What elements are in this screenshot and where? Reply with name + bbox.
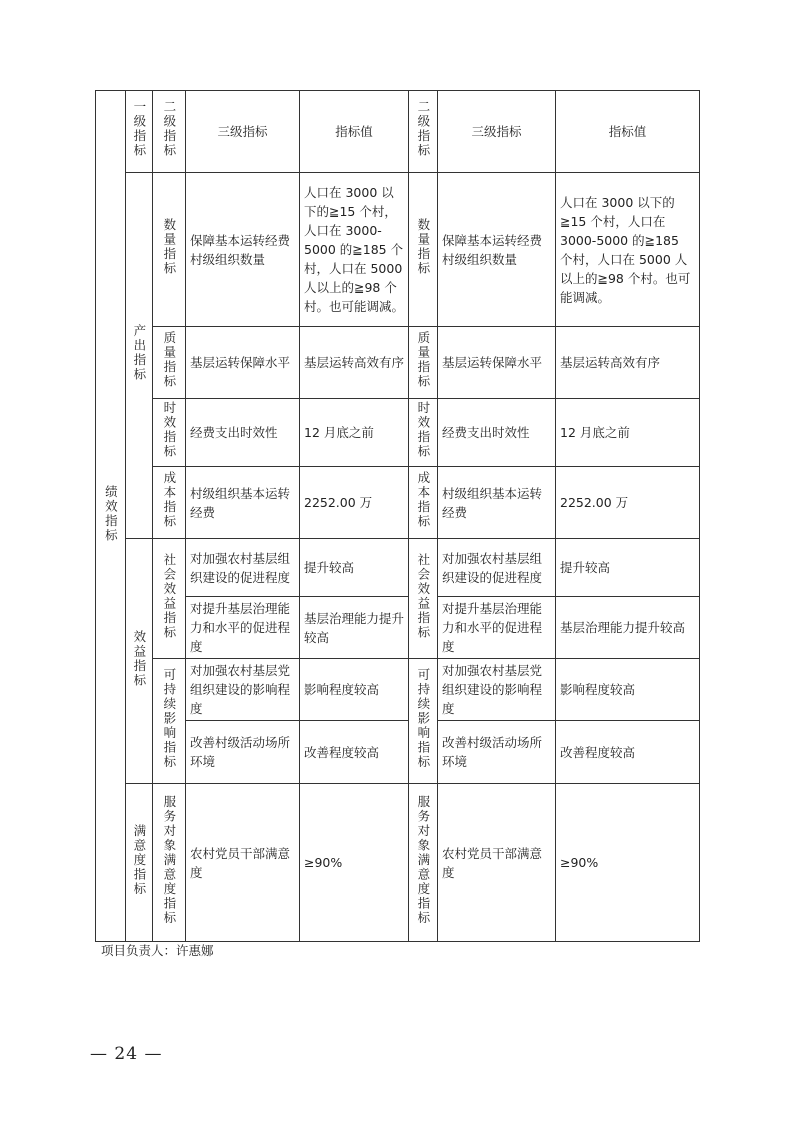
row-l3-right: 基层运转保障水平 (438, 327, 556, 399)
row-l2-left: 社会效益指标 (153, 539, 186, 659)
row-l3-left: 对加强农村基层党组织建设的影响程度 (186, 659, 300, 721)
header-level2-left: 二级指标 (153, 91, 186, 173)
group-output-label: 产出指标 (126, 173, 153, 539)
row-value-right: 人口在 3000 以下的≧15 个村，人口在 3000-5000 的≧185 个村，人口在 5000 人以上的≧98 个村。也可能调减。 (556, 173, 700, 327)
header-level3-right: 三级指标 (438, 91, 556, 173)
row-l2-right: 质量指标 (409, 327, 438, 399)
row-l2-left: 时效指标 (153, 399, 186, 467)
row-value-left: 2252.00 万 (300, 467, 409, 539)
table-row (96, 399, 700, 467)
row-l3-left: 改善村级活动场所环境 (186, 721, 300, 784)
row-l3-right: 经费支出时效性 (438, 399, 556, 467)
project-owner-note: 项目负责人：许惠娜 (101, 943, 214, 958)
table-row (96, 327, 700, 399)
row-l2-right: 可持续影响指标 (409, 659, 438, 784)
header-value-left: 指标值 (300, 91, 409, 173)
row-l3-right: 改善村级活动场所环境 (438, 721, 556, 784)
group-benefit-label: 效益指标 (126, 539, 153, 784)
performance-indicator-table (95, 90, 700, 942)
header-value-right: 指标值 (556, 91, 700, 173)
group-satisfaction-label: 满意度指标 (126, 784, 153, 942)
row-value-left: 基层运转高效有序 (300, 327, 409, 399)
row-l2-left: 数量指标 (153, 173, 186, 327)
row-value-right: 2252.00 万 (556, 467, 700, 539)
table-row (96, 659, 700, 721)
row-value-left: 人口在 3000 以下的≧15 个村，人口在 3000-5000 的≧185 个村，人口在 5000 人以上的≧98 个村。也可能调减。 (300, 173, 409, 327)
row-l2-left: 服务对象满意度指标 (153, 784, 186, 942)
table-header-row (96, 91, 700, 173)
row-l2-right: 服务对象满意度指标 (409, 784, 438, 942)
table-row (96, 721, 700, 784)
row-l2-right: 时效指标 (409, 399, 438, 467)
row-l3-right: 农村党员干部满意度 (438, 784, 556, 942)
row-l3-left: 村级组织基本运转经费 (186, 467, 300, 539)
row-l3-left: 农村党员干部满意度 (186, 784, 300, 942)
table-row (96, 467, 700, 539)
header-level3-left: 三级指标 (186, 91, 300, 173)
row-l3-left: 经费支出时效性 (186, 399, 300, 467)
row-l3-right: 村级组织基本运转经费 (438, 467, 556, 539)
table-row (96, 539, 700, 597)
row-value-left: ≥90% (300, 784, 409, 942)
row-l3-right: 对提升基层治理能力和水平的促进程度 (438, 597, 556, 659)
row-value-right: 基层运转高效有序 (556, 327, 700, 399)
row-l3-left: 对提升基层治理能力和水平的促进程度 (186, 597, 300, 659)
row-l2-right: 数量指标 (409, 173, 438, 327)
row-value-left: 改善程度较高 (300, 721, 409, 784)
row-l2-left: 质量指标 (153, 327, 186, 399)
row-value-right: 影响程度较高 (556, 659, 700, 721)
header-level1: 一级指标 (126, 91, 153, 173)
row-l2-right: 社会效益指标 (409, 539, 438, 659)
row-value-right: 提升较高 (556, 539, 700, 597)
row-l2-left: 成本指标 (153, 467, 186, 539)
row-l3-left: 对加强农村基层组织建设的促进程度 (186, 539, 300, 597)
row-value-left: 提升较高 (300, 539, 409, 597)
header-level2-right: 二级指标 (409, 91, 438, 173)
row-value-right: ≥90% (556, 784, 700, 942)
row-l2-left: 可持续影响指标 (153, 659, 186, 784)
row-l3-right: 对加强农村基层党组织建设的影响程度 (438, 659, 556, 721)
row-value-right: 12 月底之前 (556, 399, 700, 467)
row-l3-left: 保障基本运转经费村级组织数量 (186, 173, 300, 327)
row-l3-left: 基层运转保障水平 (186, 327, 300, 399)
page-number: — 24 — (90, 1044, 163, 1064)
row-value-right: 改善程度较高 (556, 721, 700, 784)
row-l3-right: 对加强农村基层组织建设的促进程度 (438, 539, 556, 597)
row-value-left: 基层治理能力提升较高 (300, 597, 409, 659)
row-value-left: 12 月底之前 (300, 399, 409, 467)
row-value-right: 基层治理能力提升较高 (556, 597, 700, 659)
row-l2-right: 成本指标 (409, 467, 438, 539)
table-row (96, 597, 700, 659)
performance-indicator-label: 绩效指标 (96, 91, 126, 942)
table-row (96, 784, 700, 942)
row-value-left: 影响程度较高 (300, 659, 409, 721)
table-row (96, 173, 700, 327)
row-l3-right: 保障基本运转经费村级组织数量 (438, 173, 556, 327)
